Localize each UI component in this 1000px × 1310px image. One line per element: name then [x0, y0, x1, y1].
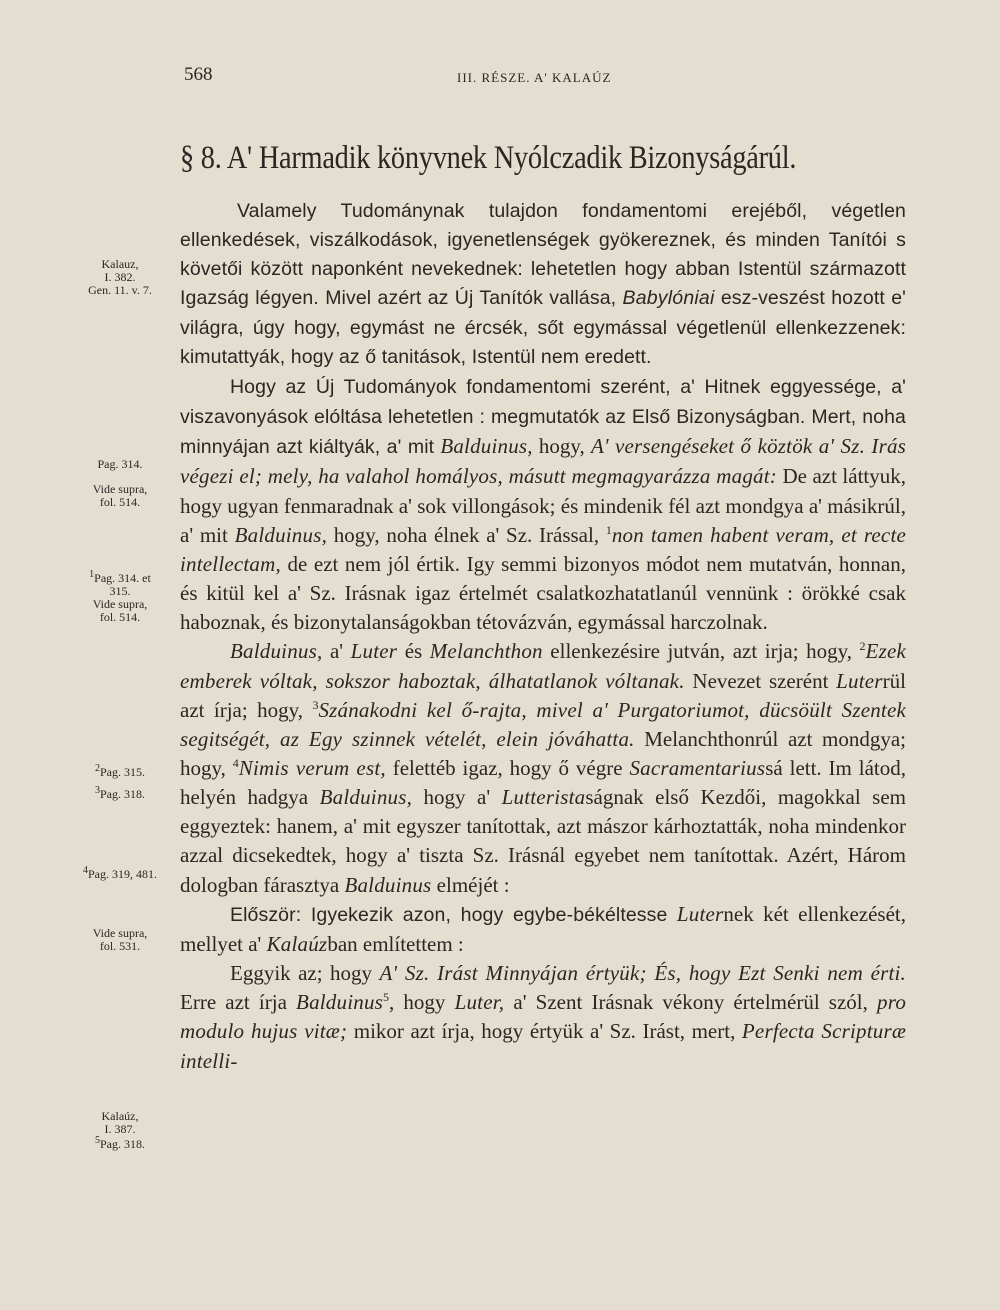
- footnote-marker: 3: [95, 785, 100, 796]
- margin-note-line: I. 382.: [104, 270, 136, 284]
- margin-note: [66, 785, 174, 801]
- paragraph: Valamely Tudománynak tulajdon fondamentomi erejéből, végetlen ellenkedések, viszálkodások, igyenetlenségek gyökereznek, és minden Tanítói s követői között naponként nevekednek: lehetetlen hogy abban Istentül származott Igazság légyen. Mivel azért az Új Tanítók vallása, Babylóniai esz-veszést hozott e' világra, úgy hogy, egymást ne ércsék, sőt egymással végetlenül ellenkezzenek: kimutattyák, hogy az ő tanitások, Istentül nem eredett.: [180, 200, 906, 368]
- margin-note: [66, 927, 174, 953]
- margin-note-line: Pag. 314. et: [94, 571, 151, 585]
- margin-note-line: fol. 531.: [99, 939, 141, 953]
- footnote-ref: 3: [312, 697, 319, 712]
- margin-note-line: Pag. 319, 481.: [88, 867, 157, 881]
- margin-note: [66, 865, 174, 881]
- footnote-ref: 5: [383, 990, 390, 1005]
- margin-note: [66, 1110, 174, 1136]
- margin-note-line: Kalauz,: [101, 257, 139, 271]
- margin-note-line: Vide supra,: [92, 482, 148, 496]
- margin-note-line: Pag. 314.: [97, 457, 143, 471]
- margin-note: [66, 258, 174, 297]
- margin-note-line: 315.: [109, 584, 131, 598]
- margin-note-line: Pag. 318.: [100, 1137, 145, 1151]
- page-header: [180, 60, 900, 100]
- margin-note: [66, 483, 174, 509]
- margin-note: [66, 458, 174, 471]
- margin-note: [66, 569, 174, 624]
- body-text: [180, 197, 906, 1076]
- margin-note-line: Kalaúz,: [101, 1109, 139, 1123]
- margin-note-line: Pag. 315.: [100, 765, 145, 779]
- footnote-marker: 4: [83, 865, 88, 876]
- section-title: § 8. A' Harmadik könyvnek Nyólczadik Bizonyságárúl.: [180, 140, 797, 176]
- footnote-marker: 5: [95, 1135, 100, 1146]
- margin-note-line: Vide supra,: [92, 926, 148, 940]
- margin-note: [66, 763, 174, 779]
- paragraph: Először: Igyekezik azon, hogy egybe-békéltesse Luternek két ellenkezését, mellyet a' Kalaúzban említettem :: [180, 901, 907, 956]
- running-head: III. RÉSZE. A' KALAÚZ: [457, 70, 612, 85]
- page-number: 568: [184, 64, 213, 85]
- footnote-marker: 2: [95, 763, 100, 774]
- margin-note: [66, 1135, 174, 1151]
- margin-note-line: fol. 514.: [99, 610, 141, 624]
- paragraph: Eggyik az; hogy A' Sz. Irást Minnyájan értyük; És, hogy Ezt Senki nem érti. Erre azt írja Balduinus$^5$, hogy Luter, a' Szent Irásnak vékony értelmérül szól, pro modulo hujus vitæ; mikor azt írja, hogy értyük a' Sz. Irást, mert, Perfecta Scripturæ intelli-: [180, 961, 907, 1073]
- margin-note-line: Pag. 318.: [100, 787, 145, 801]
- footnote-ref: 2: [859, 639, 866, 654]
- margin-note-line: I. 387.: [104, 1122, 136, 1136]
- paragraph: Hogy az Új Tudományok fondamentomi szerént, a' Hitnek eggyessége, a' viszavonyások elóltása lehetetlen : megmutatók az Első Bizonyságban. Mert, noha minnyájan azt kiáltyák, a' mit Balduinus, hogy, A' versengéseket ő köztök a' Sz. Irás végezi el; mely, ha valahol homályos, másutt megmagyarázza magát: De azt láttyuk, hogy ugyan fenmaradnak a' sok villongások; és mindenik fél azt mondgya a' másikrúl, a' mit Balduinus, hogy, noha élnek a' Sz. Irással, $^1$non tamen habent veram, et recte intellectam, de ezt nem jól értik. Igy semmi bizonyos módot nem mutatván, honnan, és kitül kel a' Sz. Irásnak igaz értelmét csalatkozhatatlanúl vennünk : örökké csak haboznak, és bizonytalanságokban tétovázván, egymással harczolnak.: [180, 375, 907, 635]
- footnote-ref: 1: [605, 522, 612, 537]
- margin-note-line: fol. 514.: [99, 495, 141, 509]
- footnote-ref: 4: [232, 755, 239, 770]
- margin-note-line: Vide supra,: [92, 597, 148, 611]
- paragraph: Balduinus, a' Luter és Melanchthon ellenkezésire jutván, azt irja; hogy, $^2$Ezek emberek vóltak, sokszor haboztak, álhatatlanok vóltanak. Nevezet szerént Luterrül azt írja; hogy, $^3$Szánakodni kel ő-rajta, mivel a' Purgatoriumot, dücsöült Szentek segitségét, az Egy szinnek vételét, elein jóváhatta. Melanchthonrúl azt mondgya; hogy, $^4$Nimis verum est, felettéb igaz, hogy ő végre Sacramentariussá lett. Im látod, helyén hadgya Balduinus, hogy a' Lutteristaságnak első Kezdői, magokkal sem eggyeztek: hanem, a' mit egyszer tanítottak, azt mászor kárhoztatták, noha mindenkor azzal dicsekedtek, hogy a' tiszta Sz. Irásnál egyebet nem tanítottak. Azért, Három dologban fárasztya Balduinus elméjét :: [180, 639, 907, 897]
- footnote-marker: 1: [89, 569, 95, 580]
- margin-note-line: Gen. 11. v. 7.: [88, 283, 152, 297]
